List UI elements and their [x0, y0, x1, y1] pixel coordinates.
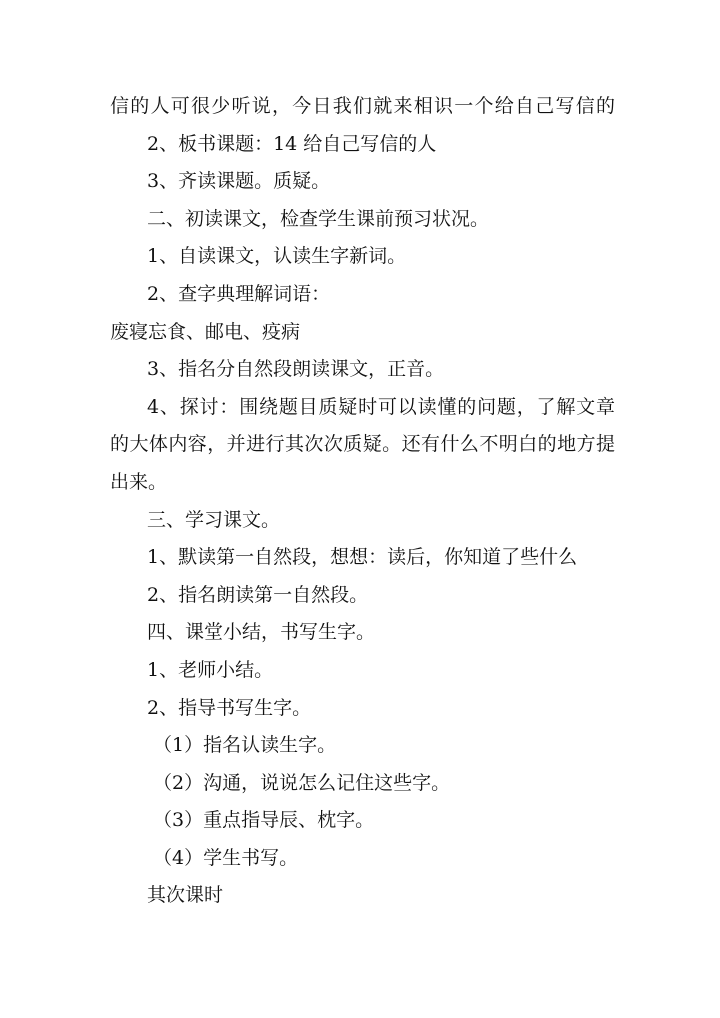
paragraph-line: 3、指名分自然段朗读课文，正音。 — [147, 358, 445, 381]
paragraph-line: 4、探讨：围绕题目质疑时可以读懂的问题，了解文章 — [147, 395, 615, 418]
section-heading: 其次课时 — [147, 884, 224, 907]
list-item: （3）重点指导辰、枕字。 — [153, 809, 375, 832]
paragraph-line: 废寝忘食、邮电、疫病 — [110, 320, 301, 343]
section-heading: 四、课堂小结，书写生字。 — [147, 621, 376, 644]
paragraph-line: 2、板书课题：14 给自己写信的人 — [147, 132, 437, 155]
paragraph-line: 信的人可很少听说，今日我们就来相识一个给自己写信的 — [110, 95, 615, 117]
list-item: （2）沟通，说说怎么记住这些字。 — [153, 771, 451, 794]
document-body — [110, 88, 615, 915]
paragraph-line: 2、查字典理解词语： — [147, 282, 331, 305]
paragraph-line: 3、齐读课题。质疑。 — [147, 170, 331, 193]
list-item: （1）指名认读生字。 — [153, 734, 337, 757]
paragraph-line: 的大体内容，并进行其次次质疑。还有什么不明白的地方提 — [110, 433, 615, 456]
paragraph-line: 1、老师小结。 — [147, 658, 274, 681]
paragraph-line: 出来。 — [110, 470, 168, 493]
section-heading: 二、初读课文，检查学生课前预习状况。 — [147, 207, 490, 230]
paragraph-line: 2、指导书写生字。 — [147, 696, 312, 719]
list-item: （4）学生书写。 — [153, 846, 299, 869]
paragraph-line: 1、默读第一自然段，想想：读后，你知道了些什么 — [147, 546, 578, 569]
section-heading: 三、学习课文。 — [147, 508, 281, 531]
paragraph-line: 1、自读课文，认读生字新词。 — [147, 245, 407, 268]
paragraph-line: 2、指名朗读第一自然段。 — [147, 583, 369, 606]
